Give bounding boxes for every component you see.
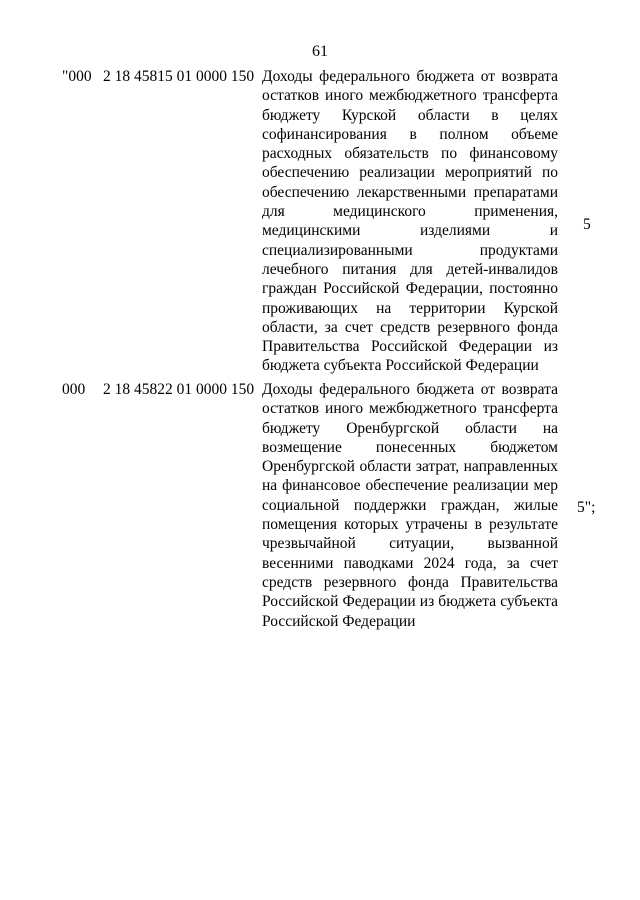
budget-classification-code: 2 18 45815 01 0000 150 xyxy=(103,68,255,85)
description-line: чрезвычайной ситуации, вызванной xyxy=(262,535,558,553)
income-description xyxy=(262,67,558,376)
description-line: обеспечению лекарственными препаратами xyxy=(262,183,558,201)
description-line: бюджету Оренбургской области на xyxy=(262,419,558,437)
description-line: Доходы федерального бюджета от возврата xyxy=(262,68,558,85)
description-line: средств резервного фонда Правительства xyxy=(262,573,558,591)
administrator-code: "000 xyxy=(62,68,92,85)
amount-value: 5 xyxy=(583,216,591,233)
description-line: обеспечению реализации мероприятий по xyxy=(262,164,558,182)
description-line: софинансирования в полном объеме xyxy=(262,125,558,143)
description-line: расходных обязательств по финансовому xyxy=(262,145,558,163)
description-line: Правительства Российской Федерации из xyxy=(262,338,558,356)
income-description xyxy=(262,380,558,631)
budget-classification-code: 2 18 45822 01 0000 150 xyxy=(103,381,255,398)
description-line: Российской Федерации из бюджета субъекта xyxy=(262,593,558,611)
description-line: для медицинского применения, xyxy=(262,203,558,221)
description-line: весенними паводками 2024 года, за счет xyxy=(262,554,558,572)
description-line: на финансовое обеспечение реализации мер xyxy=(262,477,558,495)
description-line: Оренбургской области затрат, направленных xyxy=(262,458,558,476)
description-line: возмещение понесенных бюджетом xyxy=(262,438,558,456)
description-line: остатков иного межбюджетного трансферта xyxy=(262,87,558,105)
description-line: граждан Российской Федерации, постоянно xyxy=(262,280,558,298)
description-line: социальной поддержки граждан, жилые xyxy=(262,496,558,514)
page-number: 61 xyxy=(312,43,328,60)
description-line: области, за счет средств резервного фонда xyxy=(262,318,558,336)
description-line: Российской Федерации xyxy=(262,612,416,630)
description-line: проживающих на территории Курской xyxy=(262,299,558,317)
description-line: помещения которых утрачены в результате xyxy=(262,516,558,534)
description-line: медицинскими изделиями и xyxy=(262,222,558,240)
description-line: Доходы федерального бюджета от возврата xyxy=(262,381,558,398)
description-line: бюджету Курской области в целях xyxy=(262,106,558,124)
description-line: специализированными продуктами xyxy=(262,241,558,259)
amount-value: 5"; xyxy=(577,499,596,516)
description-line: лечебного питания для детей-инвалидов xyxy=(262,260,558,278)
description-line: остатков иного межбюджетного трансферта xyxy=(262,400,558,418)
description-line: бюджета субъекта Российской Федерации xyxy=(262,357,539,375)
administrator-code: 000 xyxy=(62,381,86,398)
